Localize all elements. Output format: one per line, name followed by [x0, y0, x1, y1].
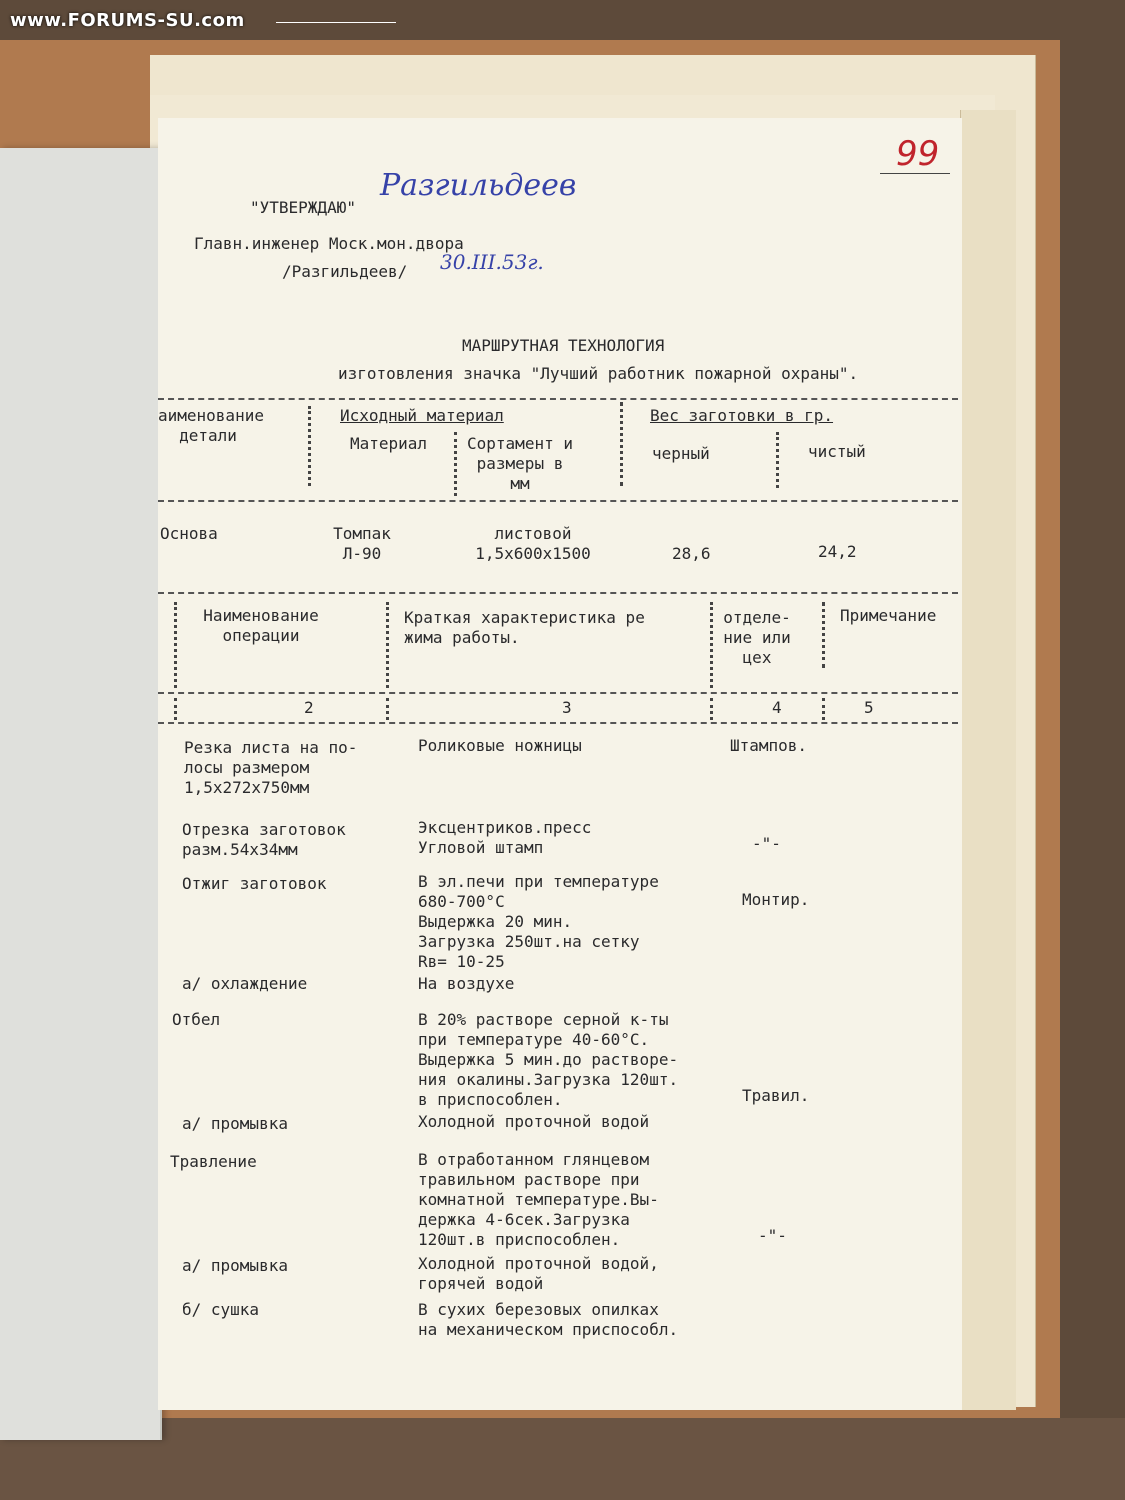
row-clean-weight: 24,2 [818, 542, 857, 561]
table-rule [158, 592, 958, 594]
operation-name: Резка листа на по- лосы размером 1,5х272х750мм [184, 738, 358, 797]
column-number-3: 3 [562, 698, 572, 717]
column-number-5: 5 [864, 698, 874, 717]
column-divider [174, 602, 181, 688]
operation-desc: В 20% растворе серной к-ты при температуре 40-60°С. Выдержка 5 мин.до растворе- ния окалины.Загрузка 120шт. в приспособлен. [418, 1010, 679, 1109]
header-material: Материал [350, 434, 428, 453]
document-title: МАРШРУТНАЯ ТЕХНОЛОГИЯ [462, 336, 665, 355]
operation-desc: В отработанном глянцевом травильном растворе при комнатной температуре.Вы- держка 4-6сек.Загрузка 120шт.в приспособлен. [418, 1150, 659, 1249]
row-black-weight: 28,6 [672, 544, 711, 563]
operation-desc: На воздухе [418, 974, 515, 993]
row-assortment: листовой 1,5х600х1500 [475, 524, 591, 563]
left-page [0, 148, 162, 1440]
column-divider [822, 698, 829, 720]
column-divider [386, 698, 393, 720]
document-subtitle: изготовления значка "Лучший работник пожарной охраны". [338, 364, 859, 383]
operation-shop: Монтир. [742, 890, 810, 909]
signature: Разгильдеев [380, 168, 577, 203]
header-part: аименование детали [158, 406, 264, 445]
header-assortment: Сортамент и размеры в мм [467, 434, 573, 493]
watermark: www.FORUMS-SU.com [10, 10, 245, 31]
row-material: Томпак Л-90 [333, 524, 391, 563]
operation-desc: В эл.печи при температуре 680-700°С Выдержка 20 мин. Загрузка 250шт.на сетку Rв= 10-25 [418, 872, 659, 971]
operation-desc: Роликовые ножницы [418, 736, 582, 755]
operation-name: Травление [170, 1152, 257, 1171]
column-number-2: 2 [304, 698, 314, 717]
header-clean: чистый [808, 442, 866, 461]
page-number: 99 [896, 134, 940, 174]
header-black: черный [652, 444, 710, 463]
column-divider [710, 698, 717, 720]
operation-desc: Холодной проточной водой [418, 1112, 650, 1131]
operation-name: Отжиг заготовок [182, 874, 327, 893]
operation-desc: Эксцентриков.пресс Угловой штамп [418, 818, 592, 857]
header-operation-desc: Краткая характеристика ре жима работы. [404, 608, 645, 647]
document-page [158, 118, 962, 1410]
approval-title: "УТВЕРЖДАЮ" [250, 198, 356, 217]
header-source-material: Исходный материал [340, 406, 504, 425]
operation-shop: Штампов. [730, 736, 808, 755]
header-weight: Вес заготовки в гр. [650, 406, 834, 425]
column-divider [174, 698, 181, 720]
header-note: Примечание [840, 606, 937, 625]
operation-shop: -"- [752, 834, 781, 853]
operation-shop: Травил. [742, 1086, 810, 1105]
operation-name: Отрезка заготовок разм.54х34мм [182, 820, 346, 859]
table-surface [0, 1418, 1125, 1500]
operation-name: а/ промывка [182, 1256, 288, 1275]
header-shop: отделе- ние или цех [723, 608, 791, 667]
column-divider [776, 432, 783, 488]
watermark-underline [276, 22, 396, 23]
table-rule [158, 500, 958, 502]
header-operation-name: Наименование операции [203, 606, 319, 645]
operation-name: Отбел [172, 1010, 221, 1029]
operation-shop: -"- [758, 1226, 787, 1245]
operation-desc: В сухих березовых опилках на механическом приспособл. [418, 1300, 679, 1339]
operation-name: а/ охлаждение [182, 974, 308, 993]
sheet-edge [960, 110, 1016, 1410]
column-divider [308, 406, 315, 486]
table-rule [158, 692, 958, 694]
column-divider [822, 602, 829, 668]
column-divider [386, 602, 393, 688]
row-part: Основа [160, 524, 218, 543]
column-divider [710, 602, 717, 688]
operation-name: б/ сушка [182, 1300, 260, 1319]
table-rule [158, 398, 958, 400]
column-divider [620, 402, 627, 486]
column-number-4: 4 [772, 698, 782, 717]
operation-desc: Холодной проточной водой, горячей водой [418, 1254, 659, 1293]
page-number-line [880, 173, 950, 174]
approval-name: /Разгильдеев/ [282, 262, 408, 281]
operation-name: а/ промывка [182, 1114, 288, 1133]
table-rule [158, 722, 958, 724]
approval-position: Главн.инженер Моск.мон.двора [194, 234, 464, 253]
approval-date: 30.III.53г. [440, 250, 544, 274]
